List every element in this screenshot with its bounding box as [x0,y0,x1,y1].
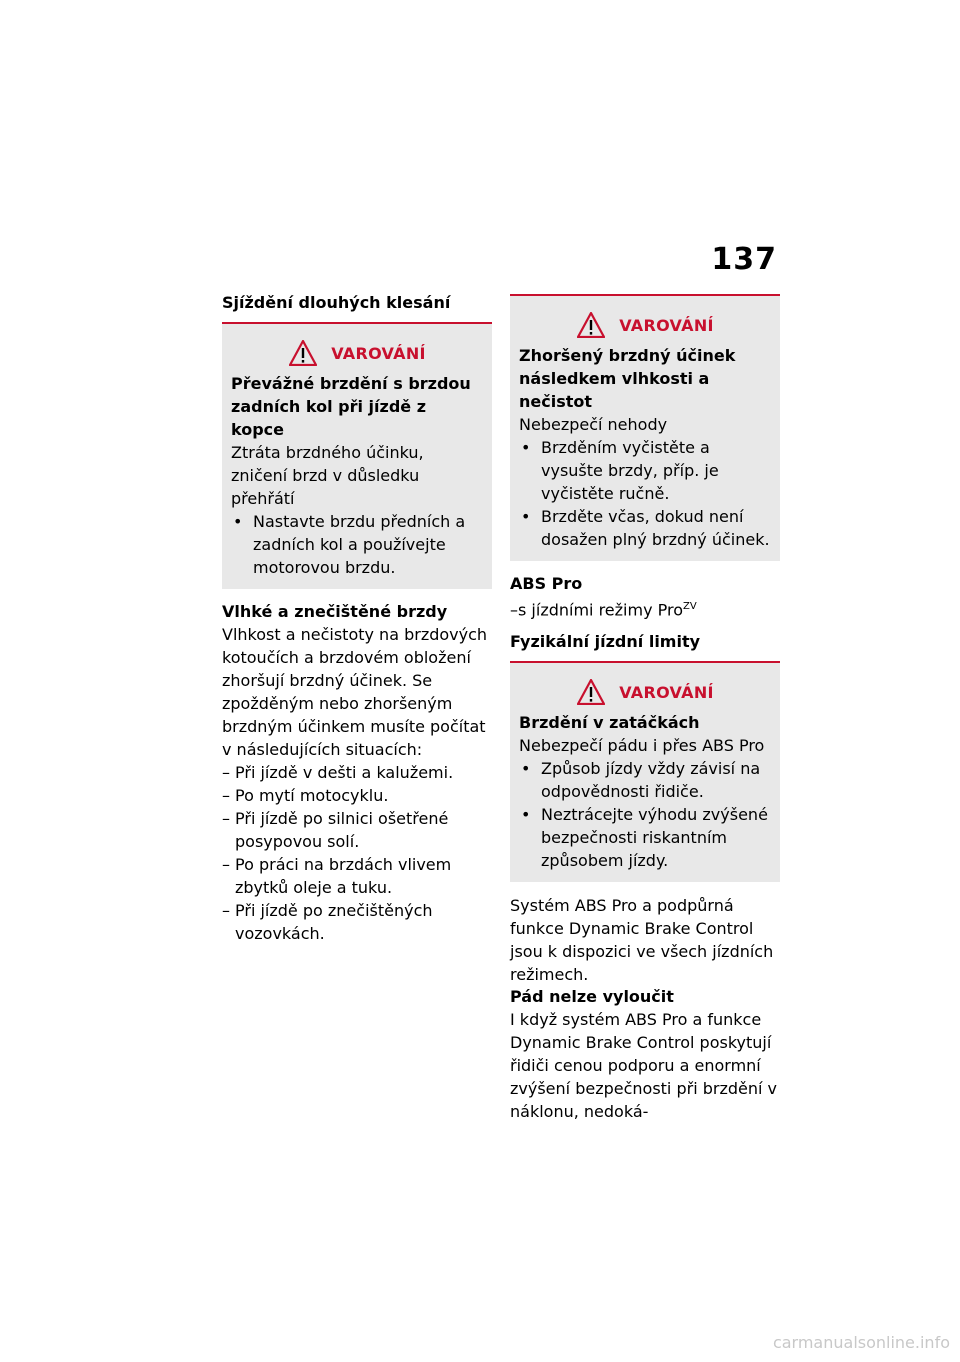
warning-subtitle: Brzdění v zatáčkách [519,713,700,733]
list-item: • Brzděte včas, dokud není dosažen plný brzdný účinek. [519,505,772,551]
warning-body: Nebezpečí nehody [519,415,668,434]
list-item: – Po práci na brzdách vlivem zbytků oleje a tuku. [222,853,492,899]
warning-box [222,324,492,589]
abs-subtitle-text: s jízdními režimy Pro [518,600,684,620]
warning-subtitle: Zhoršený brzdný účinek následkem vlhkosti a nečistot [519,346,736,411]
watermark: carmanualsonline.info [772,1333,950,1352]
section-heading-limits: Fyzikální jízdní limity [510,632,701,652]
list-item: • Nastavte brzdu předních a zadních kol a používejte motorovou brzdu. [231,510,484,579]
list-item: – Při jízdě v dešti a kalužemi. [222,761,492,784]
warning-title: VAROVÁNÍ [619,315,714,335]
warning-header [519,679,772,705]
warning-box [510,663,780,882]
paragraph: Vlhkost a nečistoty na brzdových kotoučích a brzdovém obložení zhoršují brzdný účinek. Se zpožděným nebo zhoršeným brzdným účinkem musíte počítat v následujících situacích: [222,625,488,759]
abs-subtitle: –s jízdními režimy Pro$^{ZV}$ [510,600,697,620]
warning-bullets [231,510,484,579]
section-heading-fall: Pád nelze vyloučit [510,987,674,1007]
page-number: 137 [711,242,777,277]
warning-body: Ztráta brzdného účinku, zničení brzd v důsledku přehřátí [231,443,424,508]
paragraph: Systém ABS Pro a podpůrná funkce Dynamic Brake Control jsou k dispozici ve všech jízdních režimech. [510,896,774,985]
list-item: – Při jízdě po silnici ošetřené posypovou solí. [222,807,492,853]
warning-triangle-icon [577,312,605,338]
section-heading-wet-brakes: Vlhké a znečištěné brzdy [222,602,448,621]
list-item: • Brzděním vyčistěte a vysušte brzdy, příp. je vyčistěte ručně. [519,436,772,505]
warning-triangle-icon [289,340,317,366]
warning-title: VAROVÁNÍ [331,343,426,363]
warning-triangle-icon [577,679,605,705]
warning-box [510,296,780,561]
paragraph: I když systém ABS Pro a funkce Dynamic Brake Control poskytují řidiči cenou podporu a enormní zvýšení bezpečnosti při brzdění v náklonu, nedoká- [510,1010,777,1122]
right-column [510,292,780,1123]
list-item: – Při jízdě po znečištěných vozovkách. [222,899,492,945]
section-heading-descent: Sjíždění dlouhých klesání [222,293,451,312]
list-item: • Způsob jízdy vždy závisí na odpovědnosti řidiče. [519,757,772,803]
abs-superscript: ZV [683,601,697,612]
warning-header [519,312,772,338]
left-column [222,292,492,945]
list-item: – Po mytí motocyklu. [222,784,492,807]
warning-header [231,340,484,366]
warning-subtitle: Převážné brzdění s brzdou zadních kol při jízdě z kopce [231,374,471,439]
abs-section [510,573,780,621]
situation-list [222,761,492,945]
warning-body: Nebezpečí pádu i přes ABS Pro [519,736,765,756]
warning-bullets [519,757,772,872]
warning-title: VAROVÁNÍ [619,682,714,702]
list-item: • Neztrácejte výhodu zvýšené bezpečnosti riskantním způsobem jízdy. [519,803,772,872]
section-heading-abs: ABS Pro [510,574,583,593]
warning-bullets [519,436,772,551]
